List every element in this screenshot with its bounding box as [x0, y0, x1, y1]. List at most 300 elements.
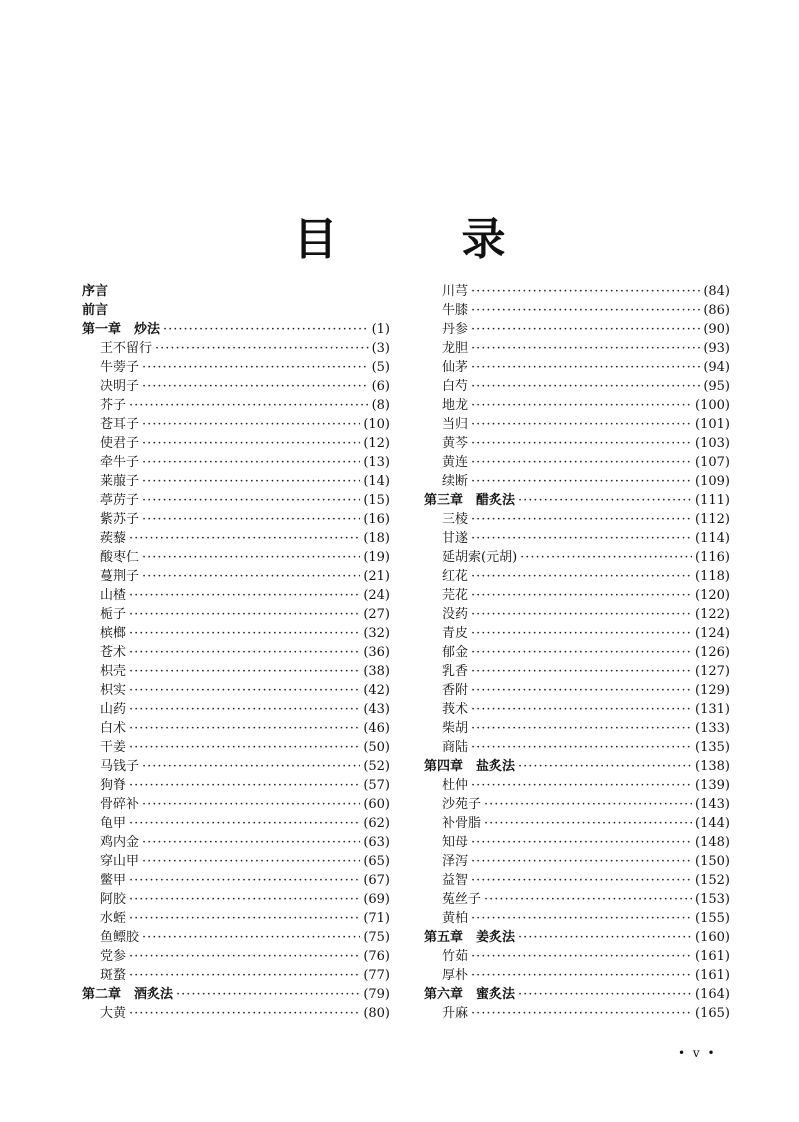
- toc-entry-row: [424, 681, 730, 700]
- toc-page-number: (63): [363, 835, 390, 850]
- toc-entry-row: [82, 738, 390, 757]
- toc-entry-row: [424, 795, 730, 814]
- dot-leader: [142, 833, 360, 852]
- toc-entry-row: [82, 472, 390, 491]
- dot-leader: [471, 301, 700, 320]
- toc-entry-row: [424, 776, 730, 795]
- toc-page-number: (6): [371, 379, 390, 394]
- toc-entry-label: 莱菔子: [100, 474, 140, 489]
- toc-entry-row: [82, 434, 390, 453]
- toc-entry-label: 大黄: [100, 1006, 127, 1021]
- toc-page-number: (32): [363, 626, 390, 641]
- toc-page-number: (131): [695, 702, 730, 717]
- toc-entry-label: 莪术: [442, 702, 469, 717]
- toc-entry-label: 菟丝子: [442, 892, 482, 907]
- toc-entry-row: [424, 947, 730, 966]
- dot-leader: [129, 947, 360, 966]
- toc-entry-label: 苍术: [100, 645, 127, 660]
- toc-page-number: (107): [695, 455, 730, 470]
- toc-page-number: (27): [363, 607, 390, 622]
- dot-leader: [471, 282, 700, 301]
- toc-chapter-row: [424, 985, 730, 1004]
- toc-entry-row: [424, 643, 730, 662]
- toc-entry-label: 葶苈子: [100, 493, 140, 508]
- toc-page-number: (8): [371, 398, 390, 413]
- toc-entry-label: 黄芩: [442, 436, 469, 451]
- toc-page-number: (101): [695, 417, 730, 432]
- toc-page-number: (69): [363, 892, 390, 907]
- toc-page-number: (15): [363, 493, 390, 508]
- toc-page-number: (112): [695, 512, 730, 527]
- toc-page-number: (79): [363, 987, 390, 1002]
- toc-entry-row: [424, 738, 730, 757]
- dot-leader: [471, 586, 692, 605]
- toc-entry-row: [82, 928, 390, 947]
- toc-chapter-row: [424, 491, 730, 510]
- dot-leader: [471, 510, 692, 529]
- toc-entry-row: [82, 339, 390, 358]
- dot-leader: [471, 415, 692, 434]
- toc-entry-label: 厚朴: [442, 968, 469, 983]
- toc-entry-label: 决明子: [100, 379, 140, 394]
- toc-entry-row: [424, 339, 730, 358]
- toc-entry-row: [82, 852, 390, 871]
- toc-entry-row: [82, 814, 390, 833]
- dot-leader: [129, 966, 360, 985]
- toc-entry-label: 使君子: [100, 436, 140, 451]
- dot-leader: [129, 776, 360, 795]
- dot-leader: [129, 662, 360, 681]
- toc-page-number: (109): [695, 474, 730, 489]
- dot-leader: [471, 377, 700, 396]
- toc-page-number: (50): [363, 740, 390, 755]
- toc-entry-label: 川芎: [442, 284, 469, 299]
- toc-page-number: (129): [695, 683, 730, 698]
- toc-page-number: (46): [363, 721, 390, 736]
- toc-entry-label: 芫花: [442, 588, 469, 603]
- toc-entry-row: [82, 700, 390, 719]
- toc-entry-row: [82, 1004, 390, 1023]
- toc-chapter-row: [82, 320, 390, 339]
- dot-leader: [471, 434, 692, 453]
- toc-entry-row: [82, 681, 390, 700]
- dot-leader: [471, 662, 692, 681]
- toc-page-number: (127): [695, 664, 730, 679]
- dot-leader: [471, 871, 692, 890]
- toc-page-number: (103): [695, 436, 730, 451]
- dot-leader: [471, 833, 692, 852]
- toc-entry-row: [424, 605, 730, 624]
- toc-page-number: (122): [695, 607, 730, 622]
- toc-entry-label: 地龙: [442, 398, 469, 413]
- dot-leader: [484, 795, 692, 814]
- toc-page-number: (118): [695, 569, 730, 584]
- toc-entry-row: [424, 472, 730, 491]
- dot-leader: [129, 681, 360, 700]
- toc-entry-row: [424, 548, 730, 567]
- toc-entry-label: 黄连: [442, 455, 469, 470]
- toc-entry-label: 序言: [82, 284, 109, 299]
- toc-entry-label: 第五章 姜炙法: [424, 930, 516, 945]
- toc-entry-label: 第三章 醋炙法: [424, 493, 516, 508]
- dot-leader: [142, 510, 360, 529]
- dot-leader: [129, 871, 360, 890]
- toc-entry-label: 红花: [442, 569, 469, 584]
- dot-leader: [142, 757, 360, 776]
- toc-entry-label: 山药: [100, 702, 127, 717]
- dot-leader: [129, 909, 360, 928]
- dot-leader: [142, 434, 360, 453]
- toc-right-column: [424, 282, 730, 1023]
- toc-entry-row: [82, 491, 390, 510]
- toc-entry-row: [82, 567, 390, 586]
- page-title: 目 录: [293, 214, 546, 265]
- toc-entry-row: [82, 966, 390, 985]
- dot-leader: [471, 776, 692, 795]
- toc-entry-row: [424, 719, 730, 738]
- dot-leader: [155, 339, 369, 358]
- toc-entry-label: 没药: [442, 607, 469, 622]
- toc-page-number: (114): [695, 531, 730, 546]
- toc-page-number: (165): [695, 1006, 730, 1021]
- toc-left-column: [82, 282, 390, 1023]
- toc-page-number: (18): [363, 531, 390, 546]
- toc-page-number: (95): [703, 379, 730, 394]
- toc-entry-label: 益智: [442, 873, 469, 888]
- toc-entry-row: [424, 453, 730, 472]
- toc-entry-row: [424, 586, 730, 605]
- dot-leader: [518, 757, 692, 776]
- toc-entry-row: [424, 434, 730, 453]
- toc-entry-label: 酸枣仁: [100, 550, 140, 565]
- toc-entry-label: 续断: [442, 474, 469, 489]
- toc-entry-label: 延胡索(元胡): [442, 550, 518, 565]
- toc-entry-row: [424, 700, 730, 719]
- toc-entry-label: 牛蒡子: [100, 360, 140, 375]
- toc-page-number: (152): [695, 873, 730, 888]
- dot-leader: [484, 890, 692, 909]
- toc-entry-row: [82, 377, 390, 396]
- dot-leader: [142, 491, 360, 510]
- toc-entry-label: 山楂: [100, 588, 127, 603]
- toc-entry-label: 杜仲: [442, 778, 469, 793]
- toc-entry-row: [82, 358, 390, 377]
- toc-page-number: (161): [695, 968, 730, 983]
- toc-entry-row: [424, 852, 730, 871]
- toc-entry-row: [82, 890, 390, 909]
- dot-leader: [471, 1004, 692, 1023]
- toc-page-number: (10): [363, 417, 390, 432]
- toc-entry-label: 第四章 盐炙法: [424, 759, 516, 774]
- dot-leader: [471, 320, 700, 339]
- dot-leader: [471, 700, 692, 719]
- toc-page-number: (164): [695, 987, 730, 1002]
- toc-entry-label: 沙苑子: [442, 797, 482, 812]
- toc-page-number: (12): [363, 436, 390, 451]
- toc-page-number: (14): [363, 474, 390, 489]
- dot-leader: [471, 681, 692, 700]
- toc-page-number: (42): [363, 683, 390, 698]
- toc-entry-row: [424, 890, 730, 909]
- toc-entry-label: 干姜: [100, 740, 127, 755]
- dot-leader: [129, 719, 360, 738]
- toc-page-number: (126): [695, 645, 730, 660]
- toc-entry-label: 斑蝥: [100, 968, 127, 983]
- toc-entry-row: [82, 453, 390, 472]
- toc-entry-label: 仙茅: [442, 360, 469, 375]
- toc-page-number: (16): [363, 512, 390, 527]
- dot-leader: [129, 586, 360, 605]
- dot-leader: [471, 947, 692, 966]
- toc-page-number: (133): [695, 721, 730, 736]
- toc-page-number: (1): [371, 322, 390, 337]
- toc-entry-label: 苍耳子: [100, 417, 140, 432]
- toc-page-number: (161): [695, 949, 730, 964]
- toc-entry-row: [424, 662, 730, 681]
- toc-page-number: (71): [363, 911, 390, 926]
- toc-entry-row: [424, 510, 730, 529]
- dot-leader: [520, 548, 692, 567]
- toc-entry-label: 阿胶: [100, 892, 127, 907]
- dot-leader: [129, 396, 369, 415]
- toc-page-number: (111): [695, 493, 730, 508]
- toc-page-number: (93): [703, 341, 730, 356]
- toc-entry-label: 第六章 蜜炙法: [424, 987, 516, 1002]
- toc-entry-label: 马钱子: [100, 759, 140, 774]
- toc-entry-row: [424, 624, 730, 643]
- dot-leader: [471, 339, 700, 358]
- toc-page-number: (144): [695, 816, 730, 831]
- toc-entry-label: 牵牛子: [100, 455, 140, 470]
- toc-page-number: (76): [363, 949, 390, 964]
- toc-entry-row: [424, 1004, 730, 1023]
- toc-page-number: (13): [363, 455, 390, 470]
- dot-leader: [129, 814, 360, 833]
- toc-entry-label: 枳壳: [100, 664, 127, 679]
- toc-page-number: (143): [695, 797, 730, 812]
- dot-leader: [518, 491, 692, 510]
- toc-entry-label: 鸡内金: [100, 835, 140, 850]
- toc-entry-label: 当归: [442, 417, 469, 432]
- toc-entry-label: 鱼鳔胶: [100, 930, 140, 945]
- toc-page-number: (155): [695, 911, 730, 926]
- dot-leader: [129, 890, 360, 909]
- toc-entry-label: 香附: [442, 683, 469, 698]
- toc-chapter-row: [424, 928, 730, 947]
- toc-page-number: (75): [363, 930, 390, 945]
- toc-entry-label: 骨碎补: [100, 797, 140, 812]
- toc-entry-label: 升麻: [442, 1006, 469, 1021]
- toc-page-number: (148): [695, 835, 730, 850]
- toc-page-number: (90): [703, 322, 730, 337]
- toc-page-number: (77): [363, 968, 390, 983]
- toc-entry-label: 槟榔: [100, 626, 127, 641]
- toc-entry-row: [82, 624, 390, 643]
- toc-entry-row: [82, 871, 390, 890]
- toc-page-number: (124): [695, 626, 730, 641]
- dot-leader: [471, 852, 692, 871]
- toc-front-matter-row: [82, 282, 390, 301]
- toc-entry-label: 第二章 酒炙法: [82, 987, 174, 1002]
- toc-page-number: (139): [695, 778, 730, 793]
- toc-page-number: (36): [363, 645, 390, 660]
- toc-entry-row: [82, 833, 390, 852]
- dot-leader: [471, 529, 692, 548]
- toc-entry-label: 商陆: [442, 740, 469, 755]
- dot-leader: [471, 358, 700, 377]
- dot-leader: [471, 966, 692, 985]
- toc-entry-label: 水蛭: [100, 911, 127, 926]
- dot-leader: [471, 719, 692, 738]
- toc-entry-label: 王不留行: [100, 341, 153, 356]
- dot-leader: [129, 1004, 360, 1023]
- toc-entry-row: [82, 909, 390, 928]
- dot-leader: [142, 377, 369, 396]
- dot-leader: [518, 985, 692, 1004]
- dot-leader: [471, 909, 692, 928]
- toc-entry-label: 枳实: [100, 683, 127, 698]
- dot-leader: [471, 453, 692, 472]
- dot-leader: [142, 453, 360, 472]
- dot-leader: [471, 396, 692, 415]
- toc-page-number: (84): [703, 284, 730, 299]
- page-folio: • v •: [678, 1046, 717, 1060]
- toc-page-number: (52): [363, 759, 390, 774]
- toc-entry-row: [424, 320, 730, 339]
- toc-entry-label: 甘遂: [442, 531, 469, 546]
- toc-entry-label: 鳖甲: [100, 873, 127, 888]
- toc-entry-row: [82, 662, 390, 681]
- toc-entry-label: 芥子: [100, 398, 127, 413]
- toc-page-number: (38): [363, 664, 390, 679]
- toc-page-number: (43): [363, 702, 390, 717]
- toc-entry-row: [424, 415, 730, 434]
- toc-page-number: (62): [363, 816, 390, 831]
- toc-entry-label: 第一章 炒法: [82, 322, 161, 337]
- toc-entry-row: [82, 529, 390, 548]
- toc-entry-row: [424, 358, 730, 377]
- dot-leader: [518, 928, 692, 947]
- toc-entry-label: 青皮: [442, 626, 469, 641]
- dot-leader: [471, 567, 692, 586]
- toc-entry-label: 穿山甲: [100, 854, 140, 869]
- toc-entry-label: 黄柏: [442, 911, 469, 926]
- toc-chapter-row: [424, 757, 730, 776]
- toc-page-number: (94): [703, 360, 730, 375]
- dot-leader: [142, 852, 360, 871]
- toc-entry-label: 蒺藜: [100, 531, 127, 546]
- toc-entry-row: [82, 510, 390, 529]
- toc-entry-label: 补骨脂: [442, 816, 482, 831]
- toc-entry-row: [424, 282, 730, 301]
- toc-page-number: (135): [695, 740, 730, 755]
- toc-page-number: (160): [695, 930, 730, 945]
- toc-entry-row: [424, 833, 730, 852]
- toc-page-number: (3): [371, 341, 390, 356]
- dot-leader: [484, 814, 692, 833]
- toc-entry-label: 丹参: [442, 322, 469, 337]
- toc-entry-row: [424, 396, 730, 415]
- toc-page-number: (100): [695, 398, 730, 413]
- dot-leader: [129, 738, 360, 757]
- toc-entry-label: 栀子: [100, 607, 127, 622]
- toc-entry-row: [82, 947, 390, 966]
- toc-page-number: (150): [695, 854, 730, 869]
- toc-entry-row: [424, 814, 730, 833]
- toc-entry-label: 知母: [442, 835, 469, 850]
- toc-entry-row: [82, 757, 390, 776]
- toc-entry-label: 前言: [82, 303, 109, 318]
- toc-chapter-row: [82, 985, 390, 1004]
- dot-leader: [129, 643, 360, 662]
- dot-leader: [129, 624, 360, 643]
- dot-leader: [471, 643, 692, 662]
- toc-entry-row: [424, 567, 730, 586]
- toc-entry-row: [424, 871, 730, 890]
- toc-front-matter-row: [82, 301, 390, 320]
- toc-entry-label: 泽泻: [442, 854, 469, 869]
- toc-page-number: (153): [695, 892, 730, 907]
- toc-page-number: (80): [363, 1006, 390, 1021]
- dot-leader: [176, 985, 360, 1004]
- toc-entry-label: 竹茹: [442, 949, 469, 964]
- toc-page-number: (57): [363, 778, 390, 793]
- toc-page-number: (138): [695, 759, 730, 774]
- toc-entry-row: [82, 415, 390, 434]
- dot-leader: [471, 738, 692, 757]
- toc-entry-label: 龙胆: [442, 341, 469, 356]
- dot-leader: [142, 928, 360, 947]
- toc-entry-row: [82, 396, 390, 415]
- toc-entry-label: 牛膝: [442, 303, 469, 318]
- toc-entry-label: 三棱: [442, 512, 469, 527]
- toc-entry-row: [82, 776, 390, 795]
- toc-entry-row: [82, 586, 390, 605]
- toc-page-number: (5): [371, 360, 390, 375]
- dot-leader: [471, 624, 692, 643]
- dot-leader: [471, 472, 692, 491]
- toc-entry-row: [424, 966, 730, 985]
- dot-leader: [142, 548, 360, 567]
- toc-entry-row: [424, 301, 730, 320]
- toc-page-number: (21): [363, 569, 390, 584]
- toc-entry-row: [424, 909, 730, 928]
- dot-leader: [471, 605, 692, 624]
- toc-page-number: (67): [363, 873, 390, 888]
- dot-leader: [163, 320, 369, 339]
- toc-page-number: (120): [695, 588, 730, 603]
- toc-page-number: (65): [363, 854, 390, 869]
- toc-page-number: (19): [363, 550, 390, 565]
- dot-leader: [129, 605, 360, 624]
- toc-page-number: (86): [703, 303, 730, 318]
- toc-entry-row: [82, 548, 390, 567]
- dot-leader: [129, 700, 360, 719]
- toc-entry-row: [424, 529, 730, 548]
- dot-leader: [142, 358, 369, 377]
- toc-entry-label: 狗脊: [100, 778, 127, 793]
- toc-entry-label: 白芍: [442, 379, 469, 394]
- toc-entry-label: 紫苏子: [100, 512, 140, 527]
- toc-entry-label: 龟甲: [100, 816, 127, 831]
- toc-page-number: (24): [363, 588, 390, 603]
- toc-page-number: (116): [695, 550, 730, 565]
- toc-entry-row: [82, 795, 390, 814]
- toc-entry-row: [82, 719, 390, 738]
- toc-page-number: (60): [363, 797, 390, 812]
- dot-leader: [129, 529, 360, 548]
- toc-entry-row: [424, 377, 730, 396]
